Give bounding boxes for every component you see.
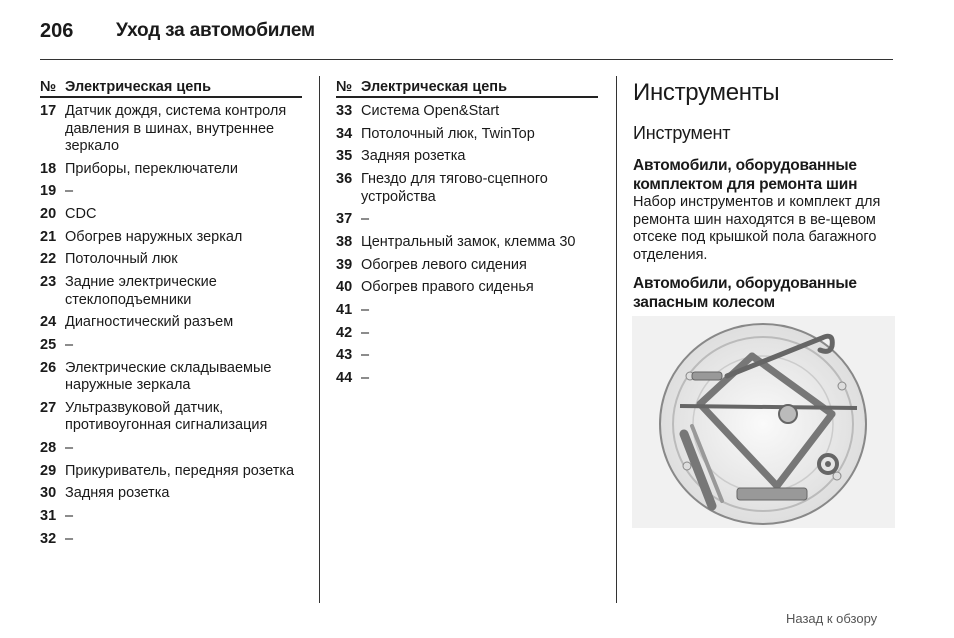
circuit-name: Электрические складываемые наружные зеркала <box>65 359 272 394</box>
fuse-number: 26 <box>40 359 57 376</box>
fuse-number: 44 <box>336 370 353 387</box>
table-row <box>336 279 598 297</box>
fuse-number: 34 <box>336 125 353 142</box>
fuse-number: 21 <box>40 228 57 245</box>
circuit-name: Гнездо для тягово-сцепного устройства <box>361 171 548 205</box>
table-row <box>336 257 598 275</box>
table-row <box>336 148 598 166</box>
circuit-name: – <box>65 183 74 200</box>
circuit-name: Система Open&Start <box>361 103 500 119</box>
tools-section <box>633 79 895 312</box>
fuse-number: 43 <box>336 347 353 364</box>
table-row <box>336 347 598 365</box>
circuit-name: CDC <box>65 206 97 223</box>
fuse-number: 30 <box>40 485 57 502</box>
table-row <box>40 531 302 549</box>
col-name-header: Электрическая цепь <box>65 79 211 95</box>
col-num-header: № <box>40 79 57 95</box>
circuit-name: – <box>65 440 74 457</box>
table-row <box>40 337 302 355</box>
fuse-number: 24 <box>40 314 57 331</box>
circuit-name: – <box>65 337 74 353</box>
table-row <box>336 211 598 229</box>
fuse-number: 27 <box>40 399 57 416</box>
col-num-header: № <box>336 79 353 95</box>
fuse-number: 37 <box>336 211 353 228</box>
fuse-number: 20 <box>40 206 57 223</box>
circuit-name: Обогрев левого сидения <box>361 256 527 273</box>
circuit-name: Обогрев наружных зеркал <box>65 228 243 245</box>
fuse-number: 28 <box>40 440 57 457</box>
table-header <box>40 79 302 98</box>
circuit-name: Центральный замок, клемма 30 <box>361 233 576 250</box>
fuse-number: 25 <box>40 337 57 353</box>
section-subtitle: Инструмент <box>633 123 731 143</box>
circuit-name: Задняя розетка <box>65 485 170 502</box>
spare-wheel-tools-icon <box>632 316 895 528</box>
circuit-name: Обогрев правого сиденья <box>361 279 534 296</box>
circuit-name: Задняя розетка <box>361 148 466 165</box>
table-row <box>40 274 302 309</box>
fuse-number: 17 <box>40 103 57 119</box>
table-row <box>40 360 302 395</box>
fuse-number: 23 <box>40 274 57 291</box>
table-row <box>336 103 598 121</box>
table-row <box>40 440 302 458</box>
subsection-repair-kit-text: Набор инструментов и комплект для ремонта шин находятся в ве-щевом отсеке под крышкой пола багажного отделения. <box>633 194 881 263</box>
back-to-overview-link[interactable]: Назад к обзору <box>786 611 878 626</box>
table-row <box>40 485 302 503</box>
table-row <box>40 206 302 224</box>
circuit-name: – <box>65 508 74 525</box>
fuse-number: 19 <box>40 183 57 200</box>
circuit-name: Ультразвуковой датчик, противоугонная сигнализация <box>65 399 268 434</box>
circuit-name: Приборы, переключатели <box>65 160 238 177</box>
table-row <box>40 183 302 201</box>
table-header <box>336 79 598 98</box>
table-row <box>40 400 302 435</box>
subsection-repair-kit-title: Автомобили, оборудованные комплектом для ремонта шин <box>633 157 858 193</box>
fuse-number: 29 <box>40 462 57 479</box>
fuse-number: 39 <box>336 256 353 273</box>
fuse-number: 33 <box>336 103 353 119</box>
page-header: Уход за автомобилем <box>116 20 315 41</box>
table-row <box>336 325 598 343</box>
fuse-number: 18 <box>40 160 57 177</box>
fuse-table-1 <box>40 79 302 554</box>
table-row <box>336 126 598 144</box>
column-divider <box>319 76 320 603</box>
fuse-number: 40 <box>336 279 353 296</box>
circuit-name: Датчик дождя, система контроля давления в шинах, внутреннее зеркало <box>65 103 287 154</box>
circuit-name: Прикуриватель, передняя розетка <box>65 462 295 479</box>
fuse-number: 35 <box>336 148 353 165</box>
table-row <box>40 251 302 269</box>
fuse-number: 32 <box>40 530 57 547</box>
table-row <box>336 302 598 320</box>
fuse-number: 41 <box>336 302 353 318</box>
table-row <box>40 229 302 247</box>
column-divider <box>616 76 617 603</box>
circuit-name: Потолочный люк, TwinTop <box>361 125 535 142</box>
circuit-name: Диагностический разъем <box>65 314 234 331</box>
table-row <box>336 171 598 206</box>
page-number: 206 <box>40 20 74 42</box>
circuit-name: – <box>361 211 370 228</box>
fuse-number: 22 <box>40 251 57 268</box>
circuit-name: – <box>361 324 370 341</box>
circuit-name: Задние электрические стеклоподъемники <box>65 274 217 308</box>
table-row <box>40 161 302 179</box>
fuse-number: 31 <box>40 508 57 525</box>
fuse-table-2 <box>336 79 598 393</box>
table-row <box>336 234 598 252</box>
table-row <box>336 370 598 388</box>
subsection-spare-wheel-title: Автомобили, оборудованные запасным колесом <box>633 275 857 311</box>
circuit-name: Потолочный люк <box>65 251 178 268</box>
circuit-name: – <box>65 530 74 547</box>
header-rule <box>40 59 893 60</box>
table-row <box>40 103 302 156</box>
fuse-number: 38 <box>336 233 353 250</box>
col-name-header: Электрическая цепь <box>361 79 507 95</box>
circuit-name: – <box>361 370 370 387</box>
circuit-name: – <box>361 347 370 364</box>
section-title: Инструменты <box>633 79 780 106</box>
table-row <box>40 314 302 332</box>
table-row <box>40 463 302 481</box>
fuse-number: 42 <box>336 324 353 341</box>
circuit-name: – <box>361 302 370 318</box>
table-row <box>40 508 302 526</box>
fuse-number: 36 <box>336 171 353 188</box>
